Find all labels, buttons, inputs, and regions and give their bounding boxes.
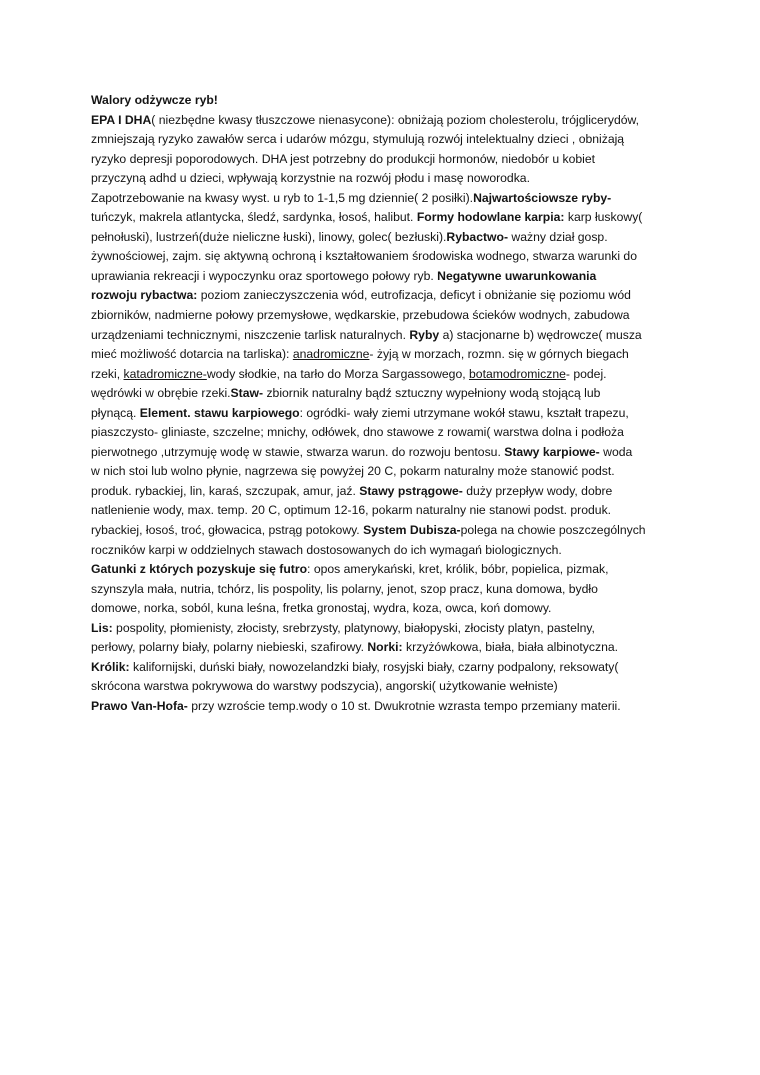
document-body — [91, 91, 681, 717]
text-run: woda — [599, 444, 633, 459]
text-line — [91, 560, 681, 580]
bold-term: Norki: — [367, 640, 403, 655]
text-line — [91, 580, 681, 600]
bold-term: Negatywne uwarunkowania — [437, 268, 597, 283]
text-line — [91, 521, 681, 541]
bold-term: Królik: — [91, 659, 130, 674]
text-run: karp łuskowy( — [564, 210, 643, 225]
text-line — [91, 306, 681, 326]
bold-term: Staw- — [230, 386, 264, 401]
text-run: natlenienie wody, max. temp. 20 C, optimum 12-16, pokarm naturalny nie stanowi podst. produk. — [91, 503, 612, 518]
text-run: kalifornijski, duński biały, nowozelandzki biały, rosyjski biały, czarny podpalony, reksowaty( — [129, 659, 619, 674]
text-run: duży przepływ wody, dobre — [462, 483, 613, 498]
text-run: rzeki — [91, 366, 117, 381]
text-line — [91, 638, 681, 658]
text-run: przy wzroście temp.wody o 10 st. Dwukrotnie wzrasta tempo przemiany materii. — [187, 698, 621, 713]
text-line — [91, 326, 681, 346]
text-run: - podej. — [565, 366, 607, 381]
text-line — [91, 443, 681, 463]
text-run: domowe, norka, soból, kuna leśna, fretka gronostaj, wydra, koza, owca, koń domowy. — [91, 601, 552, 616]
bold-term: Prawo Van-Hofa- — [91, 698, 188, 713]
text-line — [91, 111, 681, 131]
text-line — [91, 286, 681, 306]
text-run: pełnołuski), lustrzeń(duże nieliczne łuski), linowy, golec( bezłuski). — [91, 229, 447, 244]
bold-term: Stawy pstrągowe- — [359, 483, 463, 498]
text-run: mieć możliwość dotarcia na tarliska): — [91, 347, 293, 362]
text-line — [91, 189, 681, 209]
text-run: ważny dział gosp. — [508, 229, 608, 244]
text-run: pospolity, płomienisty, złocisty, srebrzysty, platynowy, białopyski, złocisty platyn, pastelny, — [112, 620, 595, 635]
text-run: Zapotrzebowanie na kwasy wyst. u ryb to 1-1,5 mg dziennie( 2 posiłki). — [91, 190, 474, 205]
text-line — [91, 247, 681, 267]
text-line — [91, 599, 681, 619]
underlined-term: botamodromiczne — [469, 366, 566, 381]
text-run: wędrówki w obrębie rzeki. — [91, 386, 231, 401]
text-run: ( niezbędne kwasy tłuszczowe nienasycone): obniżają poziom cholesterolu, trójglicerydów, — [151, 112, 640, 127]
text-run: wody słodkie, na tarło do Morza Sargassowego, — [206, 366, 470, 381]
text-line — [91, 423, 681, 443]
text-line — [91, 658, 681, 678]
text-run: tuńczyk, makrela atlantycka, śledź, sardynka, łosoś, halibut. — [91, 210, 417, 225]
bold-term: Lis: — [91, 620, 113, 635]
text-run: rybackiej, łosoś, troć, głowacica, pstrąg potokowy. — [91, 523, 364, 538]
text-run: roczników karpi w oddzielnych stawach dostosowanych do ich wymagań biologicznych. — [91, 542, 562, 557]
bold-term: Ryby — [409, 327, 440, 342]
text-line — [91, 482, 681, 502]
text-run: perłowy, polarny biały, polarny niebieski, szafirowy. — [91, 640, 368, 655]
text-run: : ogródki- wały ziemi utrzymane wokół stawu, kształt trapezu, — [299, 405, 629, 420]
text-run: zbiornik naturalny bądź sztuczny wypełniony wodą stojącą lub — [263, 386, 601, 401]
text-line — [91, 697, 681, 717]
text-run: uprawiania rekreacji i wypoczynku oraz sportowego połowy ryb. — [91, 268, 438, 283]
text-line — [91, 541, 681, 561]
bold-term: Gatunki z których pozyskuje się futro — [91, 562, 308, 577]
text-run: zbiorników, nadmierne połowy przemysłowe, wędkarskie, przebudowa ścieków wodnych, zabudowa — [91, 308, 630, 323]
text-run: : opos amerykański, kret, królik, bóbr, popielica, pizmak, — [307, 562, 609, 577]
text-run: polega na chowie poszczególnych — [460, 523, 646, 538]
text-run: płynącą. — [91, 405, 140, 420]
text-run: produk. rybackiej, lin, karaś, szczupak, amur, jaź. — [91, 483, 360, 498]
bold-term: System Dubisza- — [363, 523, 461, 538]
text-line — [91, 677, 681, 697]
bold-term: Rybactwo- — [446, 229, 509, 244]
bold-term: Formy hodowlane karpia: — [416, 210, 565, 225]
text-run: piaszczysto- gliniaste, szczelne; mnichy, odłówek, dno stawowe z rowami( warstwa dolna i podłoża — [91, 425, 624, 440]
text-run: poziom zanieczyszczenia wód, eutrofizacja, deficyt i obniżanie się poziomu wód — [197, 288, 631, 303]
underlined-term: anadromiczne — [292, 347, 370, 362]
text-run: szynszyla mała, nutria, tchórz, lis pospolity, lis polarny, jenot, szop pracz, kuna domowa, bydło — [91, 581, 598, 596]
bold-term: Element. stawu karpiowego — [139, 405, 300, 420]
text-line — [91, 404, 681, 424]
text-line — [91, 462, 681, 482]
text-line — [91, 169, 681, 189]
text-line — [91, 150, 681, 170]
text-line — [91, 345, 681, 365]
text-run: skrócona warstwa pokrywowa do warstwy podszycia), angorski( użytkowanie wełniste) — [91, 679, 558, 694]
text-line — [91, 228, 681, 248]
text-line — [91, 267, 681, 287]
text-line — [91, 365, 681, 385]
text-run: ryzyko depresji poporodowych. DHA jest potrzebny do produkcji hormonów, niedobór u kobiet — [91, 151, 596, 166]
text-run: - żyją w morzach, rozmn. się w górnych biegach — [369, 347, 629, 362]
text-line — [91, 384, 681, 404]
bold-term: Najwartościowsze ryby- — [473, 190, 612, 205]
text-run: przyczyną adhd u dzieci, wpływają korzystnie na rozwój płodu i masę noworodka. — [91, 171, 530, 186]
text-line — [91, 501, 681, 521]
text-run: krzyżówkowa, biała, biała albinotyczna. — [402, 640, 619, 655]
paragraph — [91, 111, 681, 717]
text-run: w nich stoi lub wolno płynie, nagrzewa się powyżej 20 C, pokarm naturalny może stanowić podst. — [91, 464, 615, 479]
bold-term: EPA I DHA — [91, 112, 152, 127]
text-run: pierwotnego ,utrzymuję wodę w stawie, stwarza warun. do rozwoju bentosu. — [91, 444, 505, 459]
document-title: Walory odżywcze ryb! — [91, 93, 218, 107]
text-line — [91, 619, 681, 639]
underlined-term: , — [116, 366, 121, 381]
text-line — [91, 130, 681, 150]
bold-term: Stawy karpiowe- — [504, 444, 600, 459]
underlined-term: katadromiczne- — [123, 366, 207, 381]
bold-term: rozwoju rybactwa: — [91, 288, 198, 303]
text-line — [91, 208, 681, 228]
text-run: żywnościowej, zajm. się aktywną ochroną i kształtowaniem środowiska wodnego, stwarza warunki do — [91, 249, 637, 264]
text-run: zmniejszają ryzyko zawałów serca i udarów mózgu, stymulują rozwój intelektualny dzieci , obniżają — [91, 132, 625, 147]
text-run: a) stacjonarne b) wędrowcze( musza — [439, 327, 642, 342]
text-run: urządzeniami technicznymi, niszczenie tarlisk naturalnych. — [91, 327, 410, 342]
